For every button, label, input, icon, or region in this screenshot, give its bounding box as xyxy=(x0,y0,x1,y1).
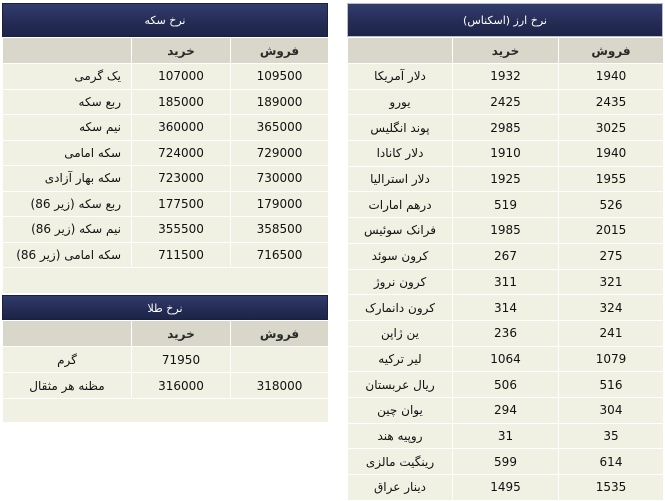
table-row xyxy=(348,166,664,192)
table-row xyxy=(3,115,329,141)
row-buy-price: 1932 xyxy=(453,64,559,90)
row-buy-price: 2425 xyxy=(453,89,559,115)
row-sell-price: 1955 xyxy=(559,166,664,192)
row-name: یک گرمی xyxy=(3,64,132,90)
row-buy-price: 236 xyxy=(453,320,559,346)
table-row xyxy=(348,141,664,167)
table-footer-row xyxy=(3,268,329,294)
row-buy-price: 724000 xyxy=(132,140,231,166)
row-name: یوان چین xyxy=(348,397,453,423)
row-name: دلار استرالیا xyxy=(348,166,453,192)
currency-rates-panel xyxy=(347,3,663,501)
table-row xyxy=(3,64,329,90)
row-name: دلار آمریکا xyxy=(348,64,453,90)
row-buy-price: 107000 xyxy=(132,64,231,90)
row-sell-price: 1940 xyxy=(559,64,664,90)
table-row xyxy=(3,242,329,268)
table-row xyxy=(348,295,664,321)
row-buy-price: 506 xyxy=(453,372,559,398)
row-sell-price: 1535 xyxy=(559,475,664,501)
row-name: سکه امامی (زیر 86) xyxy=(3,242,132,268)
row-name: روپیه هند xyxy=(348,423,453,449)
row-sell-price: 358500 xyxy=(231,217,329,243)
row-buy-price: 294 xyxy=(453,397,559,423)
row-name: فرانک سوئیس xyxy=(348,218,453,244)
row-name: ریال عربستان xyxy=(348,372,453,398)
table-row xyxy=(348,423,664,449)
row-buy-price: 360000 xyxy=(132,115,231,141)
table-row xyxy=(348,243,664,269)
row-sell-price: 275 xyxy=(559,243,664,269)
row-name: گرم xyxy=(3,347,132,373)
table-header-row xyxy=(3,321,329,347)
row-sell-price: 730000 xyxy=(231,166,329,192)
row-sell-price: 614 xyxy=(559,449,664,475)
table-row xyxy=(348,269,664,295)
row-sell-price xyxy=(231,347,329,373)
column-header-sell: فروش xyxy=(231,38,329,64)
row-sell-price: 241 xyxy=(559,320,664,346)
row-name: لیر ترکیه xyxy=(348,346,453,372)
column-header-buy: خرید xyxy=(132,321,231,347)
column-header-sell: فروش xyxy=(559,38,664,64)
row-sell-price: 189000 xyxy=(231,89,329,115)
coin-rates-table xyxy=(2,37,329,294)
table-row xyxy=(348,64,664,90)
row-name: درهم امارات xyxy=(348,192,453,218)
row-sell-price: 716500 xyxy=(231,242,329,268)
currency-rates-title: نرخ ارز (اسکناس) xyxy=(347,3,663,37)
gold-rates-panel xyxy=(2,295,328,423)
row-buy-price: 316000 xyxy=(132,373,231,399)
row-sell-price: 729000 xyxy=(231,140,329,166)
gold-rates-table xyxy=(2,320,329,423)
row-name: ربع سکه (زیر 86) xyxy=(3,191,132,217)
row-buy-price: 599 xyxy=(453,449,559,475)
table-row xyxy=(3,89,329,115)
column-header-buy: خرید xyxy=(453,38,559,64)
table-header-row xyxy=(3,38,329,64)
row-sell-price: 304 xyxy=(559,397,664,423)
table-row xyxy=(3,347,329,373)
table-row xyxy=(3,140,329,166)
row-buy-price: 71950 xyxy=(132,347,231,373)
table-row xyxy=(348,475,664,501)
row-buy-price: 177500 xyxy=(132,191,231,217)
column-header-name xyxy=(3,321,132,347)
table-row xyxy=(3,373,329,399)
column-header-name xyxy=(348,38,453,64)
table-row xyxy=(348,320,664,346)
row-buy-price: 311 xyxy=(453,269,559,295)
row-buy-price: 314 xyxy=(453,295,559,321)
table-row xyxy=(348,192,664,218)
row-sell-price: 526 xyxy=(559,192,664,218)
column-header-buy: خرید xyxy=(132,38,231,64)
row-name: نیم سکه (زیر 86) xyxy=(3,217,132,243)
row-name: یورو xyxy=(348,89,453,115)
row-sell-price: 1079 xyxy=(559,346,664,372)
table-row xyxy=(348,115,664,141)
table-row xyxy=(348,89,664,115)
table-header-row xyxy=(348,38,664,64)
row-name: سکه امامی xyxy=(3,140,132,166)
row-sell-price: 3025 xyxy=(559,115,664,141)
row-buy-price: 31 xyxy=(453,423,559,449)
row-name: رینگیت مالزی xyxy=(348,449,453,475)
table-row xyxy=(3,191,329,217)
table-row xyxy=(3,217,329,243)
coin-rates-title: نرخ سکه xyxy=(2,3,328,37)
row-sell-price: 516 xyxy=(559,372,664,398)
row-name: ین ژاپن xyxy=(348,320,453,346)
table-row xyxy=(348,449,664,475)
row-buy-price: 1495 xyxy=(453,475,559,501)
row-buy-price: 2985 xyxy=(453,115,559,141)
row-buy-price: 1910 xyxy=(453,141,559,167)
row-name: سکه بهار آزادی xyxy=(3,166,132,192)
row-sell-price: 109500 xyxy=(231,64,329,90)
row-name: کرون سوئد xyxy=(348,243,453,269)
row-name: کرون نروژ xyxy=(348,269,453,295)
column-header-name xyxy=(3,38,132,64)
row-buy-price: 267 xyxy=(453,243,559,269)
row-buy-price: 1064 xyxy=(453,346,559,372)
row-sell-price: 2435 xyxy=(559,89,664,115)
row-sell-price: 365000 xyxy=(231,115,329,141)
currency-rates-table xyxy=(347,37,664,501)
row-buy-price: 723000 xyxy=(132,166,231,192)
table-footer-row xyxy=(3,399,329,423)
row-sell-price: 35 xyxy=(559,423,664,449)
column-header-sell: فروش xyxy=(231,321,329,347)
row-name: دینار عراق xyxy=(348,475,453,501)
row-sell-price: 321 xyxy=(559,269,664,295)
coin-rates-panel xyxy=(2,3,328,294)
row-buy-price: 185000 xyxy=(132,89,231,115)
row-sell-price: 179000 xyxy=(231,191,329,217)
row-sell-price: 2015 xyxy=(559,218,664,244)
row-sell-price: 318000 xyxy=(231,373,329,399)
row-buy-price: 1985 xyxy=(453,218,559,244)
row-name: ربع سکه xyxy=(3,89,132,115)
row-name: دلار کانادا xyxy=(348,141,453,167)
row-buy-price: 711500 xyxy=(132,242,231,268)
table-row xyxy=(348,372,664,398)
row-buy-price: 519 xyxy=(453,192,559,218)
row-name: نیم سکه xyxy=(3,115,132,141)
gold-rates-title: نرخ طلا xyxy=(2,295,328,320)
row-buy-price: 1925 xyxy=(453,166,559,192)
table-row xyxy=(348,397,664,423)
row-sell-price: 1940 xyxy=(559,141,664,167)
row-buy-price: 355500 xyxy=(132,217,231,243)
row-name: مظنه هر مثقال xyxy=(3,373,132,399)
row-sell-price: 324 xyxy=(559,295,664,321)
table-row xyxy=(348,218,664,244)
table-row xyxy=(348,346,664,372)
row-name: پوند انگلیس xyxy=(348,115,453,141)
table-row xyxy=(3,166,329,192)
row-name: کرون دانمارک xyxy=(348,295,453,321)
